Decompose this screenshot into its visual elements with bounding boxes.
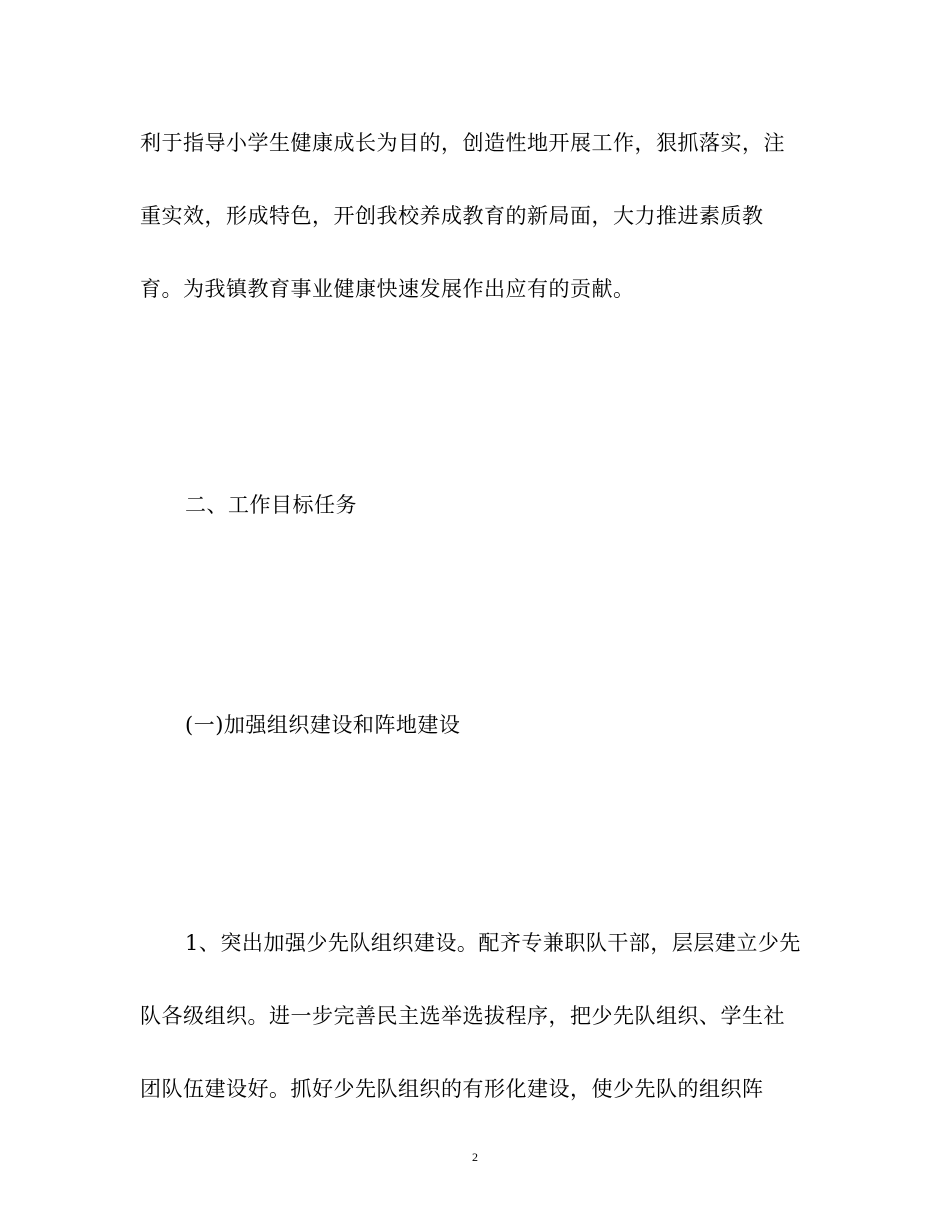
subsection-heading: (一)加强组织建设和阵地建设 bbox=[185, 713, 461, 737]
paragraph-item1-line-3: 团队伍建设好。抓好少先队组织的有形化建设，使少先队的组织阵 bbox=[140, 1077, 764, 1101]
paragraph-item1-line-1: 1、突出加强少先队组织建设。配齐专兼职队干部，层层建立少先 bbox=[185, 931, 801, 955]
paragraph-intro-line-2: 重实效，形成特色，开创我校养成教育的新局面，大力推进素质教 bbox=[140, 204, 764, 228]
paragraph-intro-line-3: 育。为我镇教育事业健康快速发展作出应有的贡献。 bbox=[140, 277, 635, 301]
page-number: 2 bbox=[472, 1150, 478, 1164]
section-heading: 二、工作目标任务 bbox=[185, 493, 357, 517]
paragraph-intro-line-1: 利于指导小学生健康成长为目的，创造性地开展工作，狠抓落实，注 bbox=[140, 131, 785, 155]
paragraph-item1-line-2: 队各级组织。进一步完善民主选举选拔程序，把少先队组织、学生社 bbox=[140, 1004, 785, 1028]
